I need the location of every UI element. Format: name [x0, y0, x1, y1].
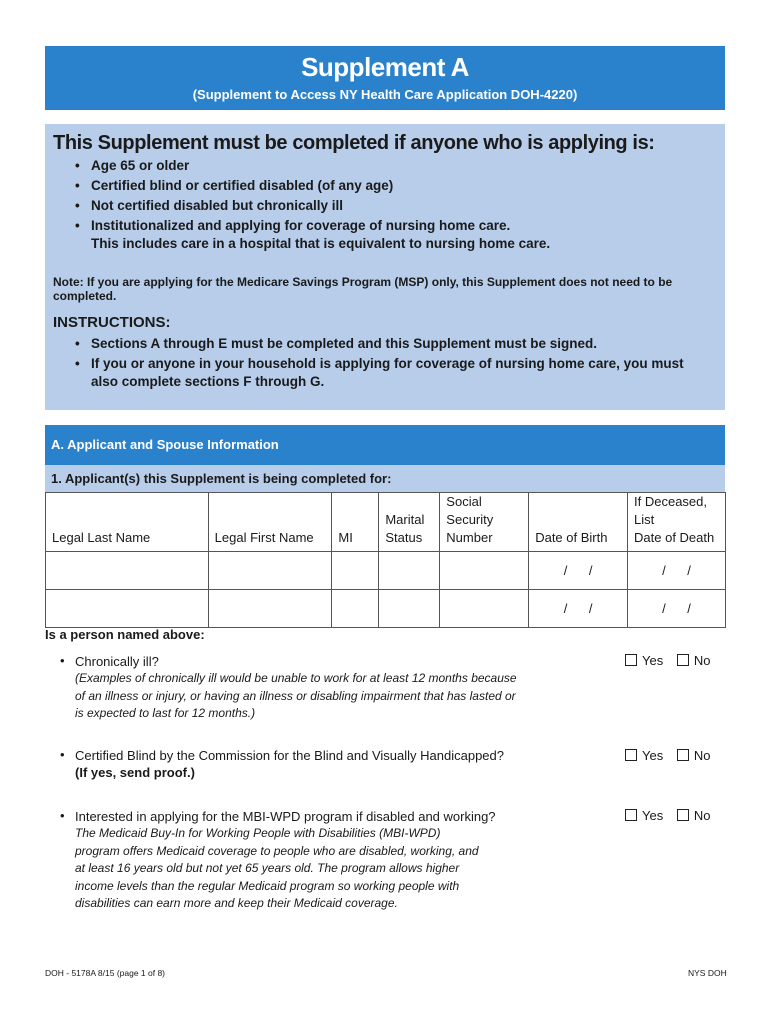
applicant-table — [45, 492, 726, 628]
col-date-of-birth: Date of Birth — [529, 493, 628, 552]
msp-note: Note: If you are applying for the Medicare Savings Program (MSP) only, this Supplement does not need to be completed. — [53, 275, 673, 303]
no-checkbox[interactable] — [677, 654, 689, 666]
form-title: Supplement A — [301, 52, 469, 82]
criteria-item: • Certified blind or certified disabled (of any age) — [73, 176, 510, 196]
form-title-banner — [45, 46, 725, 110]
yes-checkbox[interactable] — [625, 654, 637, 666]
criteria-item: • Age 65 or older — [73, 156, 510, 176]
chronically-ill-yes-no: Yes No — [625, 653, 710, 668]
section-a-title: A. Applicant and Spouse Information — [51, 437, 279, 452]
last-name-field[interactable] — [46, 552, 209, 590]
col-date-of-death: If Deceased, List Date of Death — [628, 493, 726, 552]
last-name-field[interactable] — [46, 590, 209, 628]
col-mi: MI — [332, 493, 379, 552]
col-legal-last-name: Legal Last Name — [46, 493, 209, 552]
question-label: Chronically ill? — [75, 654, 159, 669]
mbi-wpd-yes-no: Yes No — [625, 808, 710, 823]
dob-field[interactable]: / / — [529, 552, 628, 590]
question-mbi-wpd: • Interested in applying for the MBI-WPD program if disabled and working? The Medicaid Buy-In for Working People with Disabilities (MBI-WPD) program offers Medicaid coverage to people who are disabled, working, and at least 16 years old but not yet 65 years old. The program allows higher income levels than the regular Medicaid program so working people with disabilities can earn more and keep their Medicaid coverage. — [60, 808, 560, 913]
ssn-field[interactable] — [440, 590, 529, 628]
instruction-item: • Sections A through E must be completed and this Supplement must be signed. — [73, 334, 684, 354]
no-checkbox[interactable] — [677, 749, 689, 761]
eligibility-info-box — [45, 124, 725, 410]
col-marital-status: Marital Status — [379, 493, 440, 552]
mi-field[interactable] — [332, 552, 379, 590]
col-ssn: Social Security Number — [440, 493, 529, 552]
table-row — [46, 552, 726, 590]
table-row — [46, 590, 726, 628]
section-a-subtitle: 1. Applicant(s) this Supplement is being completed for: — [51, 471, 392, 486]
col-legal-first-name: Legal First Name — [208, 493, 332, 552]
criteria-item-continuation: This includes care in a hospital that is equivalent to nursing home care. — [91, 236, 551, 251]
question-label: Certified Blind by the Commission for the Blind and Visually Handicapped? — [75, 748, 504, 763]
instruction-item: • If you or anyone in your household is applying for coverage of nursing home care, you must — [73, 354, 684, 374]
section-a-header — [45, 425, 725, 465]
ssn-field[interactable] — [440, 552, 529, 590]
first-name-field[interactable] — [208, 590, 332, 628]
dob-field[interactable]: / / — [529, 590, 628, 628]
criteria-item: • Institutionalized and applying for coverage of nursing home care. — [73, 216, 510, 236]
criteria-item: • Not certified disabled but chronically ill — [73, 196, 510, 216]
yes-checkbox[interactable] — [625, 809, 637, 821]
first-name-field[interactable] — [208, 552, 332, 590]
yes-checkbox[interactable] — [625, 749, 637, 761]
question-certified-blind: • Certified Blind by the Commission for the Blind and Visually Handicapped? (If yes, send proof.) — [60, 747, 560, 781]
instructions-title: INSTRUCTIONS: — [53, 314, 171, 331]
certified-blind-yes-no: Yes No — [625, 748, 710, 763]
form-subtitle: (Supplement to Access NY Health Care Application DOH-4220) — [192, 87, 578, 102]
date-of-death-field[interactable]: / / — [628, 552, 726, 590]
agency-label: NYS DOH — [688, 968, 727, 978]
eligibility-heading: This Supplement must be completed if anyone who is applying is: — [53, 132, 655, 154]
eligibility-criteria-list — [73, 156, 510, 236]
date-of-death-field[interactable]: / / — [628, 590, 726, 628]
question-label: Interested in applying for the MBI-WPD program if disabled and working? — [75, 809, 496, 824]
table-header-row — [46, 493, 726, 552]
instructions-list — [73, 334, 684, 374]
mi-field[interactable] — [332, 590, 379, 628]
form-number: DOH - 5178A 8/15 (page 1 of 8) — [45, 968, 166, 978]
section-a-subheader — [45, 465, 725, 492]
instruction-item-continuation: also complete sections F through G. — [91, 374, 325, 389]
marital-status-field[interactable] — [379, 552, 440, 590]
marital-status-field[interactable] — [379, 590, 440, 628]
no-checkbox[interactable] — [677, 809, 689, 821]
questions-intro: Is a person named above: — [45, 627, 205, 642]
question-chronically-ill: • Chronically ill? (Examples of chronically ill would be unable to work for at least 12 months because of an illness or injury, or having an illness or disabling impairment that has lasted or is expected to last for 12 months.) — [60, 653, 560, 723]
